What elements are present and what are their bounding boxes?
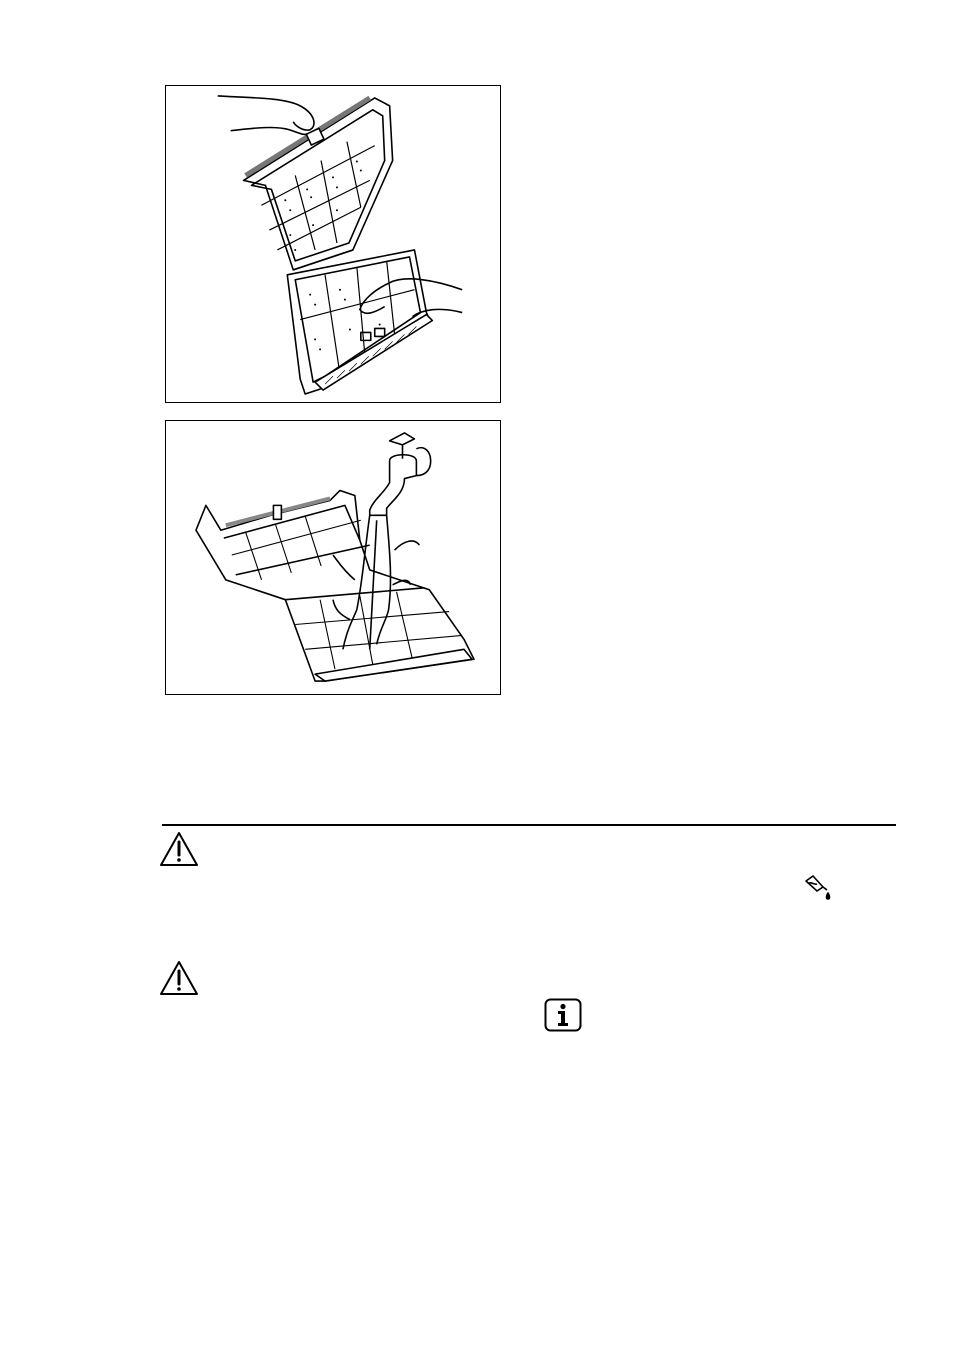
water-pour-icon: [803, 873, 833, 901]
warning-triangle-icon: [159, 831, 199, 867]
filter-rinse-illustration: [165, 420, 501, 695]
filter-open-illustration: [165, 85, 501, 403]
warning-triangle-icon: [159, 960, 199, 996]
info-icon: [544, 998, 582, 1032]
section-divider: [162, 824, 896, 826]
